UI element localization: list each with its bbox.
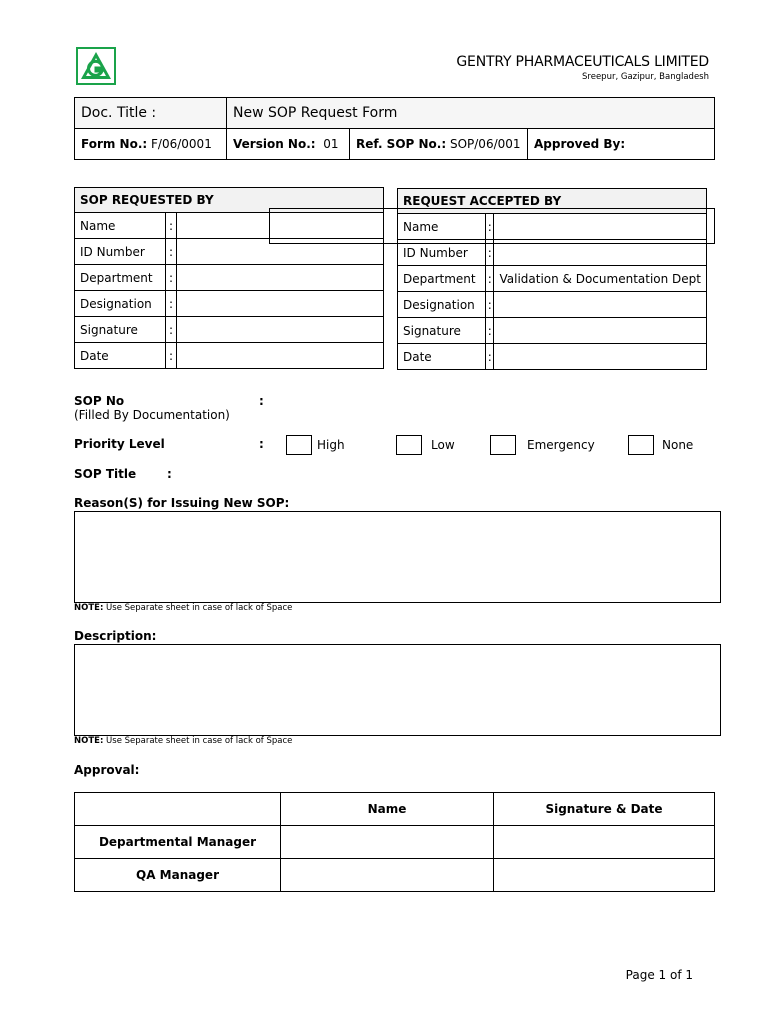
requested-by-field-colon: : (166, 265, 177, 291)
accepted-by-field-colon: : (485, 292, 494, 318)
requested-by-field-colon: : (166, 291, 177, 317)
requested-by-field-label: Date (75, 343, 166, 369)
doc-title-label: Doc. Title : (75, 98, 227, 129)
requested-by-field-value[interactable] (177, 291, 384, 317)
reason-label: Reason(S) for Issuing New SOP: (74, 496, 290, 510)
priority-low-label: Low (431, 438, 455, 452)
approval-qa-manager-signature[interactable] (494, 859, 715, 892)
accepted-by-field-label: ID Number (398, 240, 486, 266)
requested-by-field-label: Signature (75, 317, 166, 343)
accepted-by-field-colon: : (485, 318, 494, 344)
approval-row-dept-manager: Departmental Manager (75, 826, 281, 859)
accepted-by-row (398, 318, 707, 344)
page-number: Page 1 of 1 (625, 968, 693, 982)
requested-by-field-value[interactable] (177, 317, 384, 343)
accepted-by-row (398, 266, 707, 292)
sop-no-label: SOP No (74, 394, 125, 408)
approval-qa-manager-name[interactable] (281, 859, 494, 892)
approval-header-name: Name (281, 793, 494, 826)
requested-by-row (75, 265, 384, 291)
approval-table (74, 792, 715, 892)
approval-row-qa-manager: QA Manager (75, 859, 281, 892)
accepted-by-field-colon: : (485, 214, 494, 240)
priority-low-checkbox[interactable] (396, 435, 422, 455)
doc-title-value: New SOP Request Form (227, 98, 715, 129)
accepted-by-row (398, 292, 707, 318)
requested-by-field-value[interactable] (177, 343, 384, 369)
document-header-table (74, 97, 715, 160)
accepted-by-field-colon: : (485, 240, 494, 266)
reason-note: NOTE: Use Separate sheet in case of lack of Space (74, 603, 293, 613)
description-note: NOTE: Use Separate sheet in case of lack of Space (74, 736, 293, 746)
requested-by-field-label: ID Number (75, 239, 166, 265)
requested-by-field-value[interactable] (177, 265, 384, 291)
approval-dept-manager-name[interactable] (281, 826, 494, 859)
accepted-by-field-value[interactable] (494, 292, 707, 318)
accepted-by-field-label: Designation (398, 292, 486, 318)
accepted-by-field-label: Name (398, 214, 486, 240)
accepted-by-field-label: Signature (398, 318, 486, 344)
sop-title-label: SOP Title (74, 467, 137, 481)
requested-by-row (75, 343, 384, 369)
approval-header-blank (75, 793, 281, 826)
requested-by-field-colon: : (166, 213, 177, 239)
priority-none-label: None (662, 438, 694, 452)
gentry-logo-icon (76, 47, 116, 85)
requested-by-field-label: Designation (75, 291, 166, 317)
accepted-by-field-label: Department (398, 266, 486, 292)
approval-label: Approval: (74, 763, 140, 777)
description-textbox[interactable] (74, 644, 721, 736)
approval-header-signature: Signature & Date (494, 793, 715, 826)
priority-emergency-label: Emergency (527, 438, 595, 452)
priority-emergency-checkbox[interactable] (490, 435, 516, 455)
requested-by-field-label: Department (75, 265, 166, 291)
requested-by-row (75, 317, 384, 343)
sop-no-colon: : (259, 394, 264, 408)
overlay-frame (269, 208, 715, 244)
priority-high-label: High (317, 438, 345, 452)
accepted-by-title: REQUEST ACCEPTED BY (398, 189, 707, 214)
requested-by-title: SOP REQUESTED BY (75, 188, 384, 213)
company-name: GENTRY PHARMACEUTICALS LIMITED (456, 54, 709, 70)
sop-no-sublabel: (Filled By Documentation) (74, 408, 230, 422)
requested-by-row (75, 291, 384, 317)
priority-colon: : (259, 437, 264, 451)
reason-textbox[interactable] (74, 511, 721, 603)
version-cell: Version No.: 01 (227, 129, 350, 160)
priority-none-checkbox[interactable] (628, 435, 654, 455)
accepted-by-row (398, 344, 707, 370)
approved-by-cell: Approved By: (528, 129, 715, 160)
sop-title-colon: : (167, 467, 172, 481)
accepted-by-field-value[interactable]: Validation & Documentation Dept (494, 266, 707, 292)
accepted-by-field-value[interactable] (494, 344, 707, 370)
accepted-by-field-label: Date (398, 344, 486, 370)
accepted-by-field-colon: : (485, 266, 494, 292)
requested-by-field-colon: : (166, 239, 177, 265)
description-label: Description: (74, 629, 157, 643)
accepted-by-field-value[interactable] (494, 318, 707, 344)
ref-sop-cell: Ref. SOP No.: SOP/06/001 (350, 129, 528, 160)
requested-by-field-label: Name (75, 213, 166, 239)
company-address: Sreepur, Gazipur, Bangladesh (582, 72, 709, 82)
priority-high-checkbox[interactable] (286, 435, 312, 455)
requested-by-field-colon: : (166, 343, 177, 369)
accepted-by-field-colon: : (485, 344, 494, 370)
approval-dept-manager-signature[interactable] (494, 826, 715, 859)
requested-by-field-colon: : (166, 317, 177, 343)
priority-label: Priority Level (74, 437, 165, 451)
form-no-cell: Form No.: F/06/0001 (75, 129, 227, 160)
